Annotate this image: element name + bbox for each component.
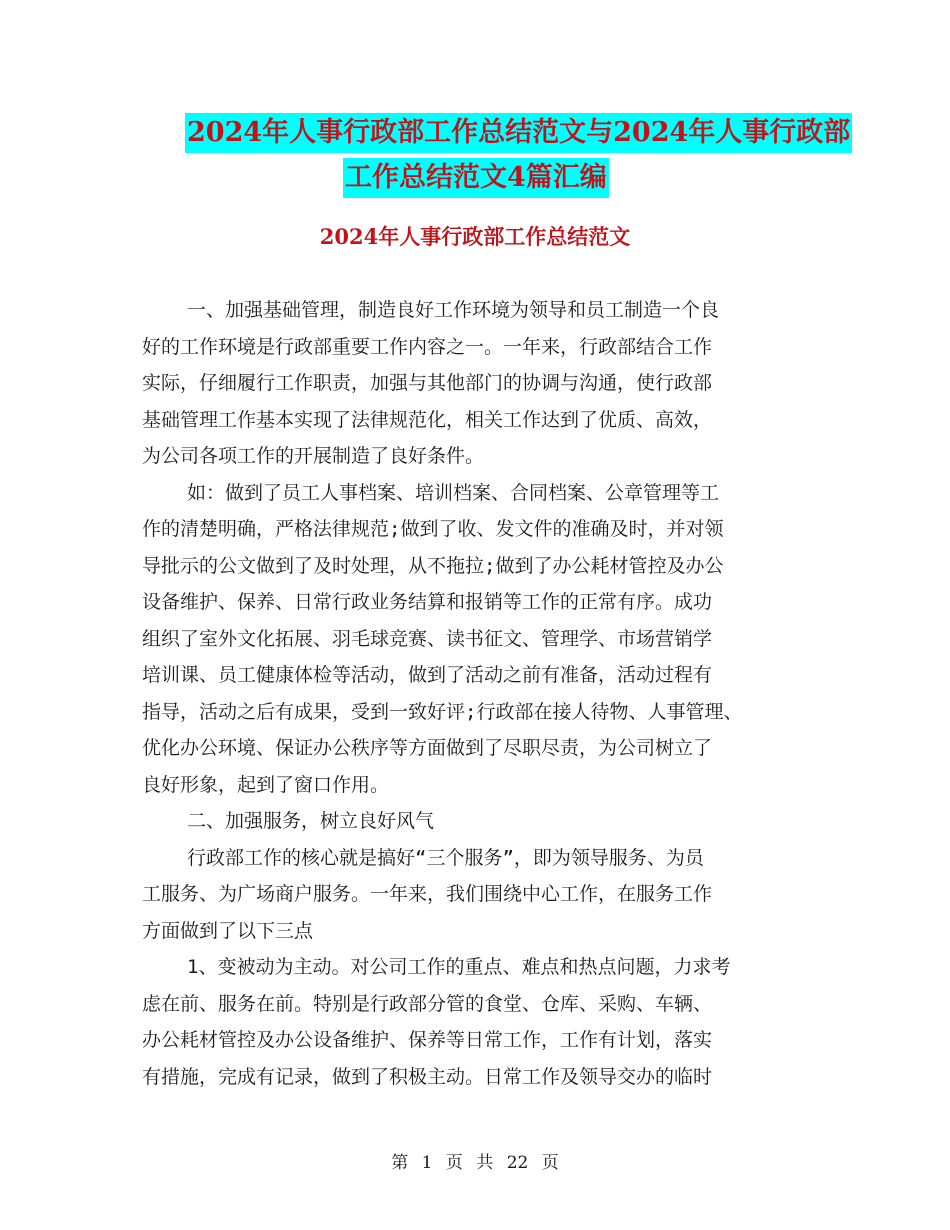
paragraph-line: 基础管理工作基本实现了法律规范化，相关工作达到了优质、高效， — [142, 408, 713, 431]
paragraph-line: 良好形象，起到了窗口作用。 — [142, 773, 390, 796]
paragraph-line: 实际，仔细履行工作职责，加强与其他部门的协调与沟通，使行政部 — [142, 372, 713, 394]
paragraph-line: 二、加强服务，树立良好风气 — [187, 810, 435, 832]
paragraph-line: 工服务、为广场商户服务。一年来，我们围绕中心工作，在服务工作 — [142, 883, 713, 905]
paragraph-line: 1、变被动为主动。对公司工作的重点、难点和热点问题，力求考 — [187, 956, 731, 978]
paragraph-line: 虑在前、服务在前。特别是行政部分管的食堂、仓库、采购、车辆、 — [142, 992, 713, 1015]
paragraph-line: 指导，活动之后有成果，受到一致好评;行政部在接人待物、人事管理、 — [142, 700, 743, 723]
body-text — [142, 292, 817, 1095]
section-heading: 2024年人事行政部工作总结范文 — [319, 224, 631, 249]
paragraph-line: 有措施，完成有记录，做到了积极主动。日常工作及领导交办的临时 — [142, 1065, 713, 1088]
paragraph-line: 组织了室外文化拓展、羽毛球竞赛、读书征文、管理学、市场营销学 — [142, 627, 713, 650]
paragraph-line: 如：做到了员工人事档案、培训档案、合同档案、公章管理等工 — [187, 481, 720, 504]
paragraph-line: 方面做到了以下三点 — [142, 919, 314, 942]
page-number-footer: 第 1 页 共 22 页 — [391, 1153, 559, 1173]
title-line-2: 工作总结范文4篇汇编 — [343, 158, 609, 198]
paragraph-line: 导批示的公文做到了及时处理，从不拖拉;做到了办公耗材管控及办公 — [142, 554, 724, 577]
paragraph-line: 培训课、员工健康体检等活动，做到了活动之前有准备，活动过程有 — [142, 664, 713, 686]
paragraph-line: 设备维护、保养、日常行政业务结算和报销等工作的正常有序。成功 — [142, 591, 713, 613]
paragraph-line: 作的清楚明确，严格法律规范;做到了收、发文件的准确及时，并对领 — [142, 518, 724, 540]
paragraph-line: 为公司各项工作的开展制造了良好条件。 — [142, 445, 485, 467]
title-line-1: 2024年人事行政部工作总结范文与2024年人事行政部 — [185, 113, 852, 153]
paragraph-line: 好的工作环境是行政部重要工作内容之一。一年来，行政部结合工作 — [142, 335, 713, 358]
paragraph-line: 一、加强基础管理，制造良好工作环境为领导和员工制造一个良 — [187, 299, 720, 321]
paragraph-line: 办公耗材管控及办公设备维护、保养等日常工作，工作有计划，落实 — [142, 1029, 713, 1051]
paragraph-line: 行政部工作的核心就是搞好“三个服务”，即为领导服务、为员 — [187, 846, 704, 869]
paragraph-line: 优化办公环境、保证办公秩序等方面做到了尽职尽责，为公司树立了 — [142, 737, 713, 759]
